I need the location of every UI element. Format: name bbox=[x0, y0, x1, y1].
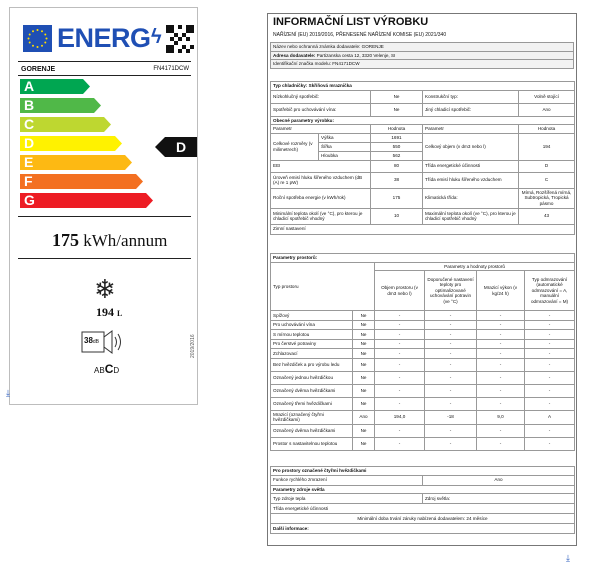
volume-unit: L bbox=[117, 309, 123, 318]
cell: 80 bbox=[371, 160, 423, 172]
noise-box bbox=[68, 328, 132, 356]
noise-classes bbox=[94, 362, 119, 376]
table-cell: Pro čerstvé potraviny bbox=[271, 339, 353, 349]
table-cell: Bez hvězdiček a pro výrobu ledu bbox=[271, 358, 353, 371]
table-cell: - bbox=[525, 358, 575, 371]
table-cell: - bbox=[525, 437, 575, 450]
table-cell: - bbox=[375, 320, 425, 330]
energy-class-letter: E bbox=[24, 154, 34, 170]
more-info: Další informace: bbox=[271, 524, 575, 534]
table-cell: - bbox=[425, 384, 477, 397]
column-header: Typ prostoru bbox=[271, 262, 375, 311]
table-cell: - bbox=[477, 311, 525, 321]
table-cell: - bbox=[425, 371, 477, 384]
sheet-title: INFORMAČNÍ LIST VÝROBKU bbox=[273, 16, 429, 28]
dim-value: 550 bbox=[371, 142, 423, 151]
qr-code-icon bbox=[166, 25, 194, 53]
noise-value bbox=[84, 336, 99, 345]
energy-class-f bbox=[20, 174, 154, 189]
download-icon[interactable]: ⤓ bbox=[566, 553, 570, 563]
column-header: Objem prostoru (v dm3 nebo l) bbox=[375, 271, 425, 311]
general-table bbox=[270, 81, 575, 235]
column-header: Parametr bbox=[423, 125, 519, 134]
table-cell: Zchlazovací bbox=[271, 349, 353, 359]
volume-value: 194 bbox=[519, 133, 575, 160]
table-row bbox=[271, 349, 575, 359]
divider bbox=[18, 216, 191, 217]
cell: Funkce rychlého zmrazení bbox=[271, 475, 423, 485]
section-heading: Parametry zdroje světla bbox=[271, 485, 575, 494]
table-cell: Označený jednou hvězdičkou bbox=[271, 371, 353, 384]
table-cell: - bbox=[375, 397, 425, 410]
address-label: Adresa dodavatele: bbox=[273, 52, 316, 58]
table-row bbox=[271, 410, 575, 424]
cell: Minimální teplota okolí (ve °C), pro kterou je chladicí spotřebič vhodný bbox=[271, 208, 371, 224]
cell: Úroveň emisí hluku šířeného vzduchem (dB (A) re 1 pW) bbox=[271, 172, 371, 188]
rating-pointer bbox=[155, 137, 197, 157]
table-cell: - bbox=[525, 371, 575, 384]
energy-class-letter: B bbox=[24, 97, 35, 113]
cell: Roční spotřeba energie (v kWh/rok) bbox=[271, 188, 371, 208]
dim-name: Hloubka bbox=[319, 151, 371, 160]
energy-class-b bbox=[20, 98, 154, 113]
table-cell: - bbox=[425, 349, 477, 359]
section-heading: Typ chladničky: Skříňová mraznička bbox=[271, 82, 575, 91]
energy-class-letter: A bbox=[24, 78, 35, 94]
cell: D bbox=[519, 160, 575, 172]
cell: Konstrukční typ: bbox=[423, 90, 519, 103]
supplier-label: Název nebo ochranná známka dodavatele: bbox=[273, 44, 361, 49]
supplier-row bbox=[271, 43, 574, 52]
energy-class-letter: G bbox=[24, 192, 35, 208]
table-cell: - bbox=[525, 320, 575, 330]
table-cell: Označený dvěma hvězdičkami bbox=[271, 424, 353, 437]
dims-label: Celkové rozměry (v milimetrech) bbox=[271, 133, 319, 160]
noise-class-c: C bbox=[104, 362, 114, 376]
cell: Ano bbox=[423, 475, 575, 485]
table-cell: - bbox=[525, 397, 575, 410]
extra-table bbox=[270, 466, 575, 534]
table-cell: Označený dvěma hvězdičkami bbox=[271, 384, 353, 397]
table-cell: - bbox=[375, 358, 425, 371]
download-icon[interactable]: ⤓ bbox=[6, 388, 10, 398]
energy-unit: kWh/annum bbox=[83, 231, 168, 250]
model-row bbox=[271, 60, 574, 69]
energy-class-a bbox=[20, 79, 154, 94]
cell: Maximální teplota okolí (ve °C), pro kterou je chladicí spotřebič vhodný bbox=[423, 208, 519, 224]
table-cell: - bbox=[425, 339, 477, 349]
table-cell: - bbox=[425, 358, 477, 371]
noise-class-b: B bbox=[99, 366, 105, 375]
table-cell: 9,0 bbox=[477, 410, 525, 424]
cell: Ne bbox=[371, 90, 423, 103]
table-cell: - bbox=[425, 437, 477, 450]
table-cell: Spížový bbox=[271, 311, 353, 321]
table-cell: - bbox=[477, 371, 525, 384]
cell: Spotřebič pro uchovávání vína: bbox=[271, 103, 371, 116]
table-cell: - bbox=[425, 424, 477, 437]
table-cell: Ne bbox=[353, 349, 375, 359]
cell: Třída energetické účinnosti bbox=[423, 160, 519, 172]
table-cell: - bbox=[477, 320, 525, 330]
table-cell: Ne bbox=[353, 424, 375, 437]
section-heading: Pro prostory označené čtyřmi hvězdičkami bbox=[271, 467, 575, 476]
table-row bbox=[271, 311, 575, 321]
table-cell: -18 bbox=[425, 410, 477, 424]
table-cell: Ne bbox=[353, 311, 375, 321]
supplier-value: GORENJE bbox=[361, 44, 384, 49]
energy-label bbox=[9, 7, 198, 405]
table-cell: Mrazicí (označený čtyřmi hvězdičkami) bbox=[271, 410, 353, 424]
table-row bbox=[271, 424, 575, 437]
table-cell: - bbox=[477, 330, 525, 340]
volume-value: 194 bbox=[96, 305, 114, 319]
sheet-subtitle: NAŘÍZENÍ (EU) 2019/2016, PŘENESENÉ NAŘÍZENÍ KOMISE (EU) 2021/340 bbox=[273, 32, 447, 38]
table-cell: Ne bbox=[353, 330, 375, 340]
table-cell: - bbox=[525, 349, 575, 359]
cell: Jiný chladicí spotřebič: bbox=[423, 103, 519, 116]
table-cell: Prostor s nastavitelnou teplotou bbox=[271, 437, 353, 450]
supplier-table bbox=[270, 42, 574, 69]
table-cell: - bbox=[375, 349, 425, 359]
table-cell: Ne bbox=[353, 384, 375, 397]
cell: EEI bbox=[271, 160, 371, 172]
table-cell: 194,0 bbox=[375, 410, 425, 424]
table-row bbox=[271, 384, 575, 397]
table-cell: - bbox=[525, 330, 575, 340]
lightning-icon: ϟ bbox=[151, 26, 162, 48]
table-cell: - bbox=[477, 424, 525, 437]
cell: Mírná, Rozšířená mírná, Subtropická, Tropická pásmo bbox=[519, 188, 575, 208]
energy-class-letter: D bbox=[24, 135, 35, 151]
table-cell: - bbox=[525, 311, 575, 321]
section-heading: Obecné parametry výrobku: bbox=[271, 116, 575, 125]
column-header: Doporučené nastavení teploty pro optimalizované uchovávání potravin (ve °C) bbox=[425, 271, 477, 311]
eu-flag-icon bbox=[23, 25, 52, 52]
table-cell: - bbox=[477, 358, 525, 371]
cell: Klimatická třída: bbox=[423, 188, 519, 208]
table-row bbox=[271, 320, 575, 330]
divider bbox=[18, 258, 191, 259]
energy-class-e bbox=[20, 155, 154, 170]
table-cell: Ne bbox=[353, 397, 375, 410]
volume-label: Celkový objem (v dm3 nebo l) bbox=[423, 133, 519, 160]
product-info-sheet bbox=[267, 13, 577, 546]
energy-class-d bbox=[20, 136, 154, 151]
cell: C bbox=[519, 172, 575, 188]
table-cell: Ne bbox=[353, 320, 375, 330]
noise-unit: dB bbox=[92, 339, 100, 345]
energy-class-scale bbox=[20, 79, 154, 212]
table-cell: A bbox=[525, 410, 575, 424]
table-cell: - bbox=[477, 437, 525, 450]
section-subheading: Parametry a hodnoty prostorů bbox=[375, 262, 575, 271]
warranty: Minimální doba trvání záruky nabízená dodavatelem: 24 měsíce bbox=[271, 514, 575, 524]
table-cell: - bbox=[375, 384, 425, 397]
column-header: Mrazicí výkon (v kg/24 h) bbox=[477, 271, 525, 311]
cell: 43 bbox=[519, 208, 575, 224]
table-cell: - bbox=[477, 397, 525, 410]
energy-class-letter: F bbox=[24, 173, 33, 189]
divider bbox=[18, 75, 191, 76]
energy-value: 175 bbox=[52, 230, 79, 250]
table-cell: S mírnou teplotou bbox=[271, 330, 353, 340]
table-row bbox=[271, 330, 575, 340]
model-value: FN4171DCW bbox=[332, 61, 360, 67]
table-cell: Ne bbox=[353, 371, 375, 384]
column-header: Hodnota bbox=[371, 125, 423, 134]
regulation-number: 2019/2016 bbox=[190, 334, 196, 358]
section-heading: Parametry prostorů: bbox=[271, 254, 575, 263]
table-cell: - bbox=[525, 424, 575, 437]
energy-class-letter: C bbox=[24, 116, 35, 132]
cell: Třída energetické účinnosti bbox=[271, 504, 575, 514]
table-cell: - bbox=[375, 424, 425, 437]
table-cell: - bbox=[477, 384, 525, 397]
cell: Zimní nastavení bbox=[271, 224, 575, 234]
cell: Typ zdroje tepla bbox=[271, 494, 423, 504]
cell: Volně stojící bbox=[519, 90, 575, 103]
table-cell: Ne bbox=[353, 339, 375, 349]
cell: 10 bbox=[371, 208, 423, 224]
table-cell: - bbox=[375, 437, 425, 450]
table-cell: - bbox=[477, 339, 525, 349]
table-row bbox=[271, 371, 575, 384]
energy-class-c bbox=[20, 117, 154, 132]
volume bbox=[96, 305, 122, 320]
address-row bbox=[271, 51, 574, 60]
dim-value: 1691 bbox=[371, 133, 423, 142]
table-cell: - bbox=[425, 311, 477, 321]
cell: 38 bbox=[371, 172, 423, 188]
table-row bbox=[271, 358, 575, 371]
table-cell: Ano bbox=[353, 410, 375, 424]
table-row bbox=[271, 397, 575, 410]
table-cell: - bbox=[525, 339, 575, 349]
dim-value: 562 bbox=[371, 151, 423, 160]
table-cell: - bbox=[375, 311, 425, 321]
column-header: Hodnota bbox=[519, 125, 575, 134]
compartment-table bbox=[270, 253, 575, 451]
table-row bbox=[271, 339, 575, 349]
table-cell: Ne bbox=[353, 358, 375, 371]
dim-name: Výška bbox=[319, 133, 371, 142]
address-value: Partizanska cesta 12, 3320 Velenje, SI bbox=[316, 52, 396, 58]
table-cell: - bbox=[375, 371, 425, 384]
noise-class-a: A bbox=[94, 366, 100, 375]
cell: 175 bbox=[371, 188, 423, 208]
cell: Nízkohlučný spotřebič: bbox=[271, 90, 371, 103]
table-cell: - bbox=[425, 397, 477, 410]
table-cell: Označený třemi hvězdičkami bbox=[271, 397, 353, 410]
table-cell: - bbox=[477, 349, 525, 359]
table-cell: - bbox=[375, 330, 425, 340]
brand-name: GORENJE bbox=[21, 66, 56, 73]
snowflake-icon: ❄ bbox=[94, 274, 116, 304]
model-name: FN4171DCW bbox=[153, 66, 189, 72]
table-row bbox=[271, 437, 575, 450]
table-cell: - bbox=[425, 320, 477, 330]
table-cell: - bbox=[525, 384, 575, 397]
table-cell: Pro uchovávání vína bbox=[271, 320, 353, 330]
cell: Ano bbox=[519, 103, 575, 116]
annual-energy bbox=[52, 230, 167, 251]
cell: Zdroj světla: bbox=[423, 494, 575, 504]
divider bbox=[18, 61, 191, 62]
energy-class-g bbox=[20, 193, 154, 208]
table-cell: Ne bbox=[353, 437, 375, 450]
cell: Ne bbox=[371, 103, 423, 116]
column-header: Parametr bbox=[271, 125, 371, 134]
energy-heading: ENERG bbox=[57, 23, 151, 53]
column-header: Typ odmrazování (automatické odmrazování = A, manuální odmrazování = M) bbox=[525, 271, 575, 311]
model-label: Identifikační značka modelu: bbox=[273, 61, 331, 67]
table-cell: - bbox=[425, 330, 477, 340]
noise-db: 38 bbox=[84, 336, 93, 345]
noise-class-d: D bbox=[113, 366, 120, 375]
table-cell: - bbox=[375, 339, 425, 349]
rating-letter: D bbox=[175, 139, 187, 155]
cell: Třída emisí hluku šířeného vzduchem bbox=[423, 172, 519, 188]
dim-name: Šířka bbox=[319, 142, 371, 151]
